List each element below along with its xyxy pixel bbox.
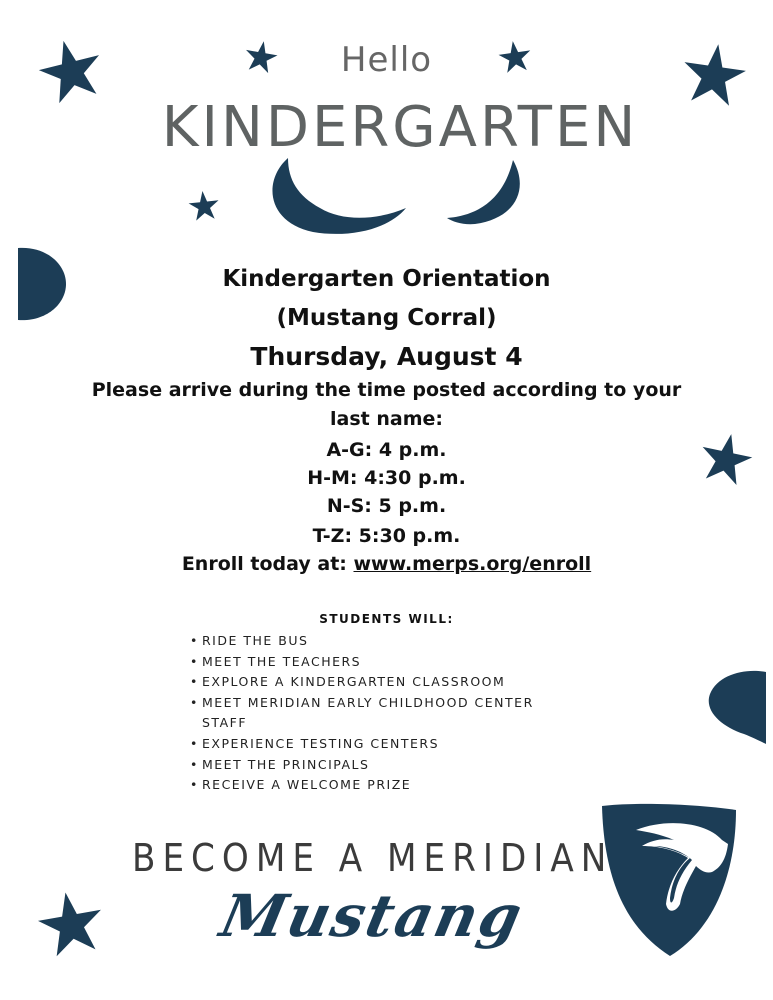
- list-item: • MEET THE TEACHERS: [190, 652, 570, 673]
- enroll-link[interactable]: www.merps.org/enroll: [353, 553, 592, 575]
- greeting-text: Hello: [340, 40, 433, 80]
- enroll-prefix: Enroll today at:: [181, 553, 354, 575]
- list-item: • RECEIVE A WELCOME PRIZE: [190, 775, 570, 796]
- star-icon: [186, 190, 222, 222]
- moon-icon: [258, 150, 408, 240]
- moon-icon: [445, 158, 527, 226]
- enroll-line: [0, 553, 773, 575]
- activities-list: [190, 631, 570, 796]
- star-icon: [34, 890, 108, 958]
- page-title: KINDERGARTEN: [161, 95, 639, 160]
- list-item: • MEET THE PRINCIPALS: [190, 755, 570, 776]
- time-slot: H-M: 4:30 p.m.: [307, 467, 466, 489]
- list-item: • EXPLORE A KINDERGARTEN CLASSROOM: [190, 672, 570, 693]
- orientation-date: Thursday, August 4: [250, 342, 523, 371]
- students-will-heading: STUDENTS WILL:: [319, 612, 454, 626]
- arrival-instructions: Please arrive during the time posted according to your: [91, 379, 682, 401]
- orientation-location: (Mustang Corral): [276, 305, 497, 331]
- time-slot: T-Z: 5:30 p.m.: [312, 525, 461, 547]
- mustang-logo: [596, 800, 742, 960]
- mascot-text: Mustang: [214, 882, 530, 950]
- half-circle-icon: [706, 668, 766, 744]
- slogan-text: BECOME A MERIDIAN: [132, 836, 614, 880]
- time-slot: N-S: 5 p.m.: [326, 495, 447, 517]
- list-item: • RIDE THE BUS: [190, 631, 570, 652]
- orientation-title: Kindergarten Orientation: [222, 266, 551, 292]
- list-item: • EXPERIENCE TESTING CENTERS: [190, 734, 570, 755]
- arrival-instructions-continued: last name:: [330, 408, 443, 430]
- time-slot: A-G: 4 p.m.: [326, 439, 447, 461]
- list-item: • MEET MERIDIAN EARLY CHILDHOOD CENTER STAFF: [190, 693, 570, 734]
